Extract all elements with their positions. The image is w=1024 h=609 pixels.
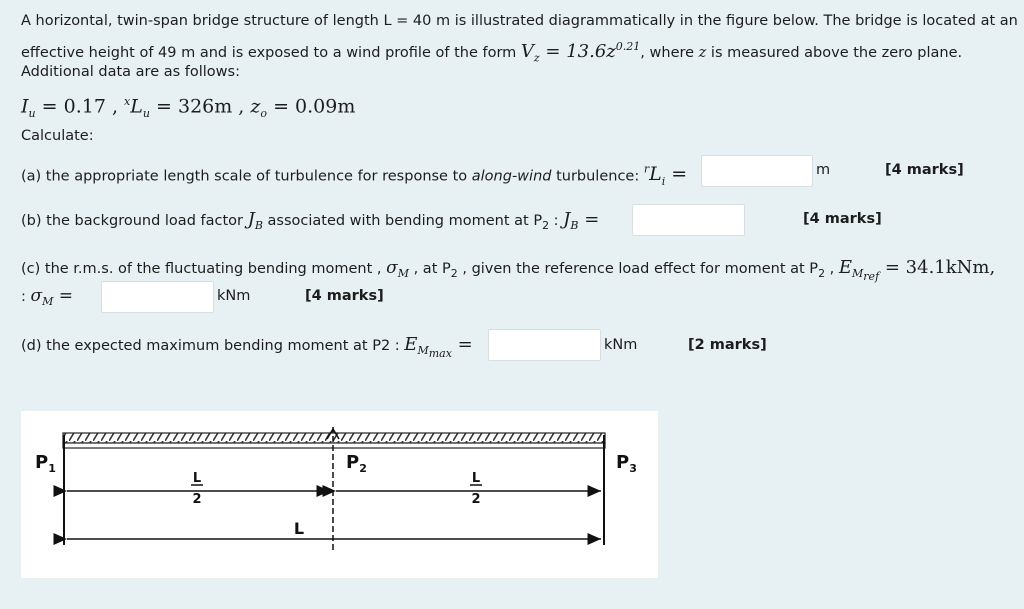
intro-line-3: Additional data are as follows:: [21, 64, 240, 80]
question-a-marks: [4 marks]: [885, 162, 964, 178]
label-total-span: L: [293, 519, 305, 538]
additional-data-line: $I_u = 0.17$ , $^xL_u = 326m$ , $z_o = 0.09m$: [21, 95, 356, 121]
answer-d-unit: kNm: [604, 337, 638, 353]
question-c-line-2: : $\sigma_M$ =: [21, 286, 74, 308]
intro-line-2-post: , where: [640, 45, 695, 61]
question-d-marks: [2 marks]: [688, 337, 767, 353]
question-d-text: (d) the expected maximum bending moment at P2 : $E_{M_{max}}$ =: [21, 334, 473, 361]
intro-line-1: A horizontal, twin-span bridge structure of length L = 40 m is illustrated diagrammatically in the figure below. The bridge is located at an: [21, 13, 1018, 29]
label-p1: $P_1$: [35, 452, 56, 475]
label-p2: $P_2$: [346, 452, 367, 475]
wind-profile-formula: $V_z = 13.6z^{0.21}$: [520, 40, 641, 65]
answer-d-input[interactable]: [488, 329, 601, 361]
answer-a-unit: m: [816, 162, 831, 178]
label-half-right-num: L: [471, 471, 481, 486]
bridge-figure: [21, 411, 658, 578]
z-symbol: z: [698, 45, 707, 61]
label-p3: $P_3$: [616, 452, 637, 475]
answer-b-input[interactable]: [632, 204, 745, 236]
bridge-diagram: [21, 411, 658, 578]
intro-line-2-end: is measured above the zero plane.: [710, 45, 963, 61]
question-a-text: (a) the appropriate length scale of turbulence for response to along-wind turbulence: $^rL_i$ =: [21, 163, 688, 189]
question-b-marks: [4 marks]: [803, 211, 882, 227]
answer-c-input[interactable]: [101, 281, 214, 313]
question-b-text: (b) the background load factor $J_B$ associated with bending moment at $P_2$ : $J_B$ =: [21, 209, 600, 232]
label-half-right-den: 2: [471, 492, 481, 507]
deck-beam: [63, 443, 605, 448]
label-half-left-num: L: [192, 471, 202, 486]
answer-a-input[interactable]: [701, 155, 813, 187]
answer-c-unit: kNm: [217, 288, 251, 304]
question-c-text: (c) the r.m.s. of the fluctuating bending moment , $\sigma_M$ , at $P_2$ , given the reference load effect for moment at $P_2$ , $E_{M_{ref}} = 34.1kNm$,: [21, 257, 996, 284]
calculate-heading: Calculate:: [21, 128, 94, 144]
intro-line-2-pre: effective height of 49 m and is exposed to a wind profile of the form: [21, 45, 517, 61]
question-c-marks: [4 marks]: [305, 288, 384, 304]
deck-hatch: [63, 433, 605, 443]
label-half-left-den: 2: [192, 492, 202, 507]
